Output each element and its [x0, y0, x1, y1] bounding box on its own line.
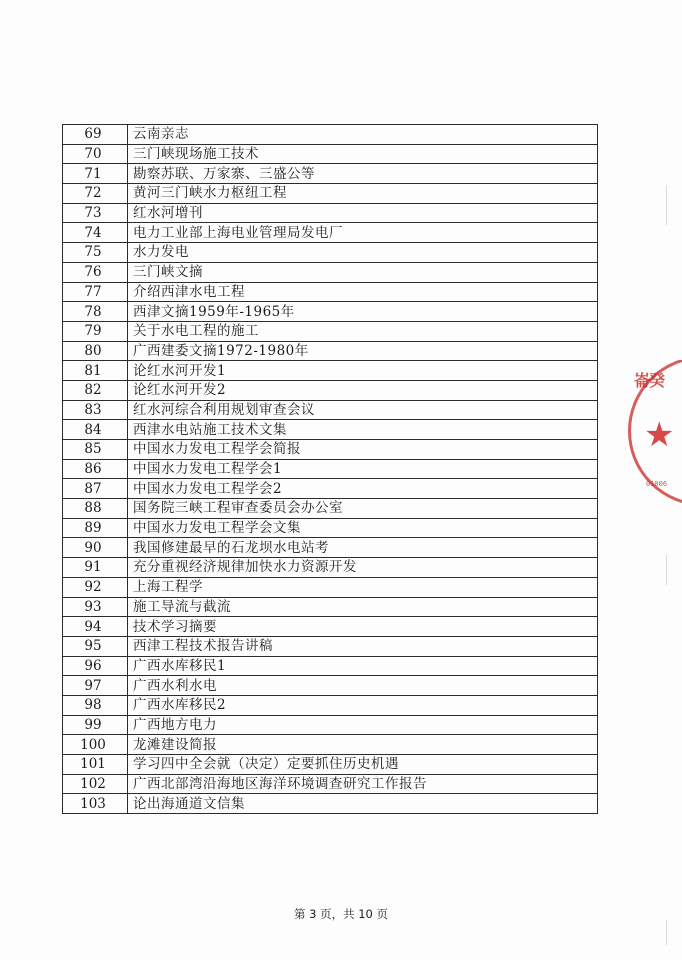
- row-title: 中国水力发电工程学会文集: [128, 518, 598, 538]
- row-title: 水力发电: [128, 243, 598, 263]
- table-row: [63, 577, 598, 597]
- row-title: 电力工业部上海电业管理局发电厂: [128, 223, 598, 243]
- row-number: 81: [63, 361, 128, 381]
- table-row: [63, 203, 598, 223]
- row-title: 广西水库移民1: [128, 656, 598, 676]
- table-row: [63, 400, 598, 420]
- row-number: 79: [63, 321, 128, 341]
- row-number: 76: [63, 262, 128, 282]
- row-number: 77: [63, 282, 128, 302]
- scan-artifact: [666, 920, 667, 945]
- catalog-table-body: [63, 125, 598, 814]
- row-title: 广西水利水电: [128, 676, 598, 696]
- table-row: [63, 184, 598, 204]
- seal-code: 01006: [646, 480, 668, 488]
- row-number: 78: [63, 302, 128, 322]
- row-title: 广西建委文摘1972-1980年: [128, 341, 598, 361]
- table-row: [63, 518, 598, 538]
- row-title: 中国水力发电工程学会2: [128, 479, 598, 499]
- row-number: 98: [63, 695, 128, 715]
- table-row: [63, 459, 598, 479]
- table-row: [63, 755, 598, 775]
- row-number: 95: [63, 636, 128, 656]
- row-title: 充分重视经济规律加快水力资源开发: [128, 558, 598, 578]
- row-title: 西津文摘1959年-1965年: [128, 302, 598, 322]
- row-number: 97: [63, 676, 128, 696]
- table-row: [63, 341, 598, 361]
- row-number: 84: [63, 420, 128, 440]
- row-title: 勘察苏联、万家寨、三盛公等: [128, 164, 598, 184]
- table-row: [63, 656, 598, 676]
- row-title: 广西地方电力: [128, 715, 598, 735]
- table-row: [63, 499, 598, 519]
- row-number: 75: [63, 243, 128, 263]
- table-row: [63, 302, 598, 322]
- row-number: 99: [63, 715, 128, 735]
- row-number: 94: [63, 617, 128, 637]
- row-title: 三门峡现场施工技术: [128, 144, 598, 164]
- row-number: 86: [63, 459, 128, 479]
- row-title: 论红水河开发1: [128, 361, 598, 381]
- row-number: 82: [63, 380, 128, 400]
- row-number: 96: [63, 656, 128, 676]
- row-title: 上海工程学: [128, 577, 598, 597]
- table-row: [63, 676, 598, 696]
- table-row: [63, 125, 598, 145]
- row-title: 中国水力发电工程学会1: [128, 459, 598, 479]
- row-number: 103: [63, 794, 128, 814]
- row-number: 100: [63, 735, 128, 755]
- row-title: 广西水库移民2: [128, 695, 598, 715]
- row-number: 74: [63, 223, 128, 243]
- row-number: 91: [63, 558, 128, 578]
- row-number: 102: [63, 774, 128, 794]
- scan-artifact: [666, 185, 667, 225]
- table-row: [63, 597, 598, 617]
- row-title: 龙滩建设简报: [128, 735, 598, 755]
- table-row: [63, 636, 598, 656]
- row-title: 论红水河开发2: [128, 380, 598, 400]
- seal-characters: 崙癸: [634, 371, 665, 390]
- table-row: [63, 262, 598, 282]
- row-number: 71: [63, 164, 128, 184]
- row-number: 72: [63, 184, 128, 204]
- table-row: [63, 735, 598, 755]
- table-row: [63, 243, 598, 263]
- row-title: 广西北部湾沿海地区海洋环境调查研究工作报告: [128, 774, 598, 794]
- row-title: 云南亲志: [128, 125, 598, 145]
- table-row: [63, 223, 598, 243]
- table-row: [63, 282, 598, 302]
- scan-artifact: [666, 555, 667, 585]
- seal-star-icon: ★: [644, 415, 675, 455]
- row-title: 中国水力发电工程学会简报: [128, 440, 598, 460]
- row-title: 西津工程技术报告讲稿: [128, 636, 598, 656]
- table-row: [63, 420, 598, 440]
- row-title: 红水河增刊: [128, 203, 598, 223]
- row-number: 85: [63, 440, 128, 460]
- row-number: 90: [63, 538, 128, 558]
- table-row: [63, 538, 598, 558]
- row-title: 我国修建最早的石龙坝水电站考: [128, 538, 598, 558]
- table-row: [63, 321, 598, 341]
- row-number: 93: [63, 597, 128, 617]
- row-number: 87: [63, 479, 128, 499]
- table-row: [63, 479, 598, 499]
- table-row: [63, 144, 598, 164]
- page-number-footer: 第 3 页，共 10 页: [293, 907, 389, 921]
- row-title: 国务院三峡工程审查委员会办公室: [128, 499, 598, 519]
- catalog-table: [62, 124, 598, 814]
- row-number: 88: [63, 499, 128, 519]
- table-row: [63, 715, 598, 735]
- table-row: [63, 380, 598, 400]
- row-number: 89: [63, 518, 128, 538]
- row-title: 黄河三门峡水力枢纽工程: [128, 184, 598, 204]
- red-seal-stamp: [624, 360, 682, 530]
- table-row: [63, 774, 598, 794]
- row-number: 83: [63, 400, 128, 420]
- table-row: [63, 361, 598, 381]
- row-title: 关于水电工程的施工: [128, 321, 598, 341]
- row-title: 西津水电站施工技术文集: [128, 420, 598, 440]
- row-number: 69: [63, 125, 128, 145]
- table-row: [63, 164, 598, 184]
- table-row: [63, 794, 598, 814]
- row-title: 介绍西津水电工程: [128, 282, 598, 302]
- row-title: 学习四中全会就（决定）定要抓住历史机遇: [128, 755, 598, 775]
- table-row: [63, 695, 598, 715]
- table-row: [63, 617, 598, 637]
- row-number: 92: [63, 577, 128, 597]
- row-title: 红水河综合利用规划审查会议: [128, 400, 598, 420]
- row-title: 论出海通道文信集: [128, 794, 598, 814]
- row-number: 73: [63, 203, 128, 223]
- table-row: [63, 440, 598, 460]
- row-title: 三门峡文摘: [128, 262, 598, 282]
- row-number: 80: [63, 341, 128, 361]
- row-title: 施工导流与截流: [128, 597, 598, 617]
- row-number: 70: [63, 144, 128, 164]
- table-row: [63, 558, 598, 578]
- row-number: 101: [63, 755, 128, 775]
- row-title: 技术学习摘要: [128, 617, 598, 637]
